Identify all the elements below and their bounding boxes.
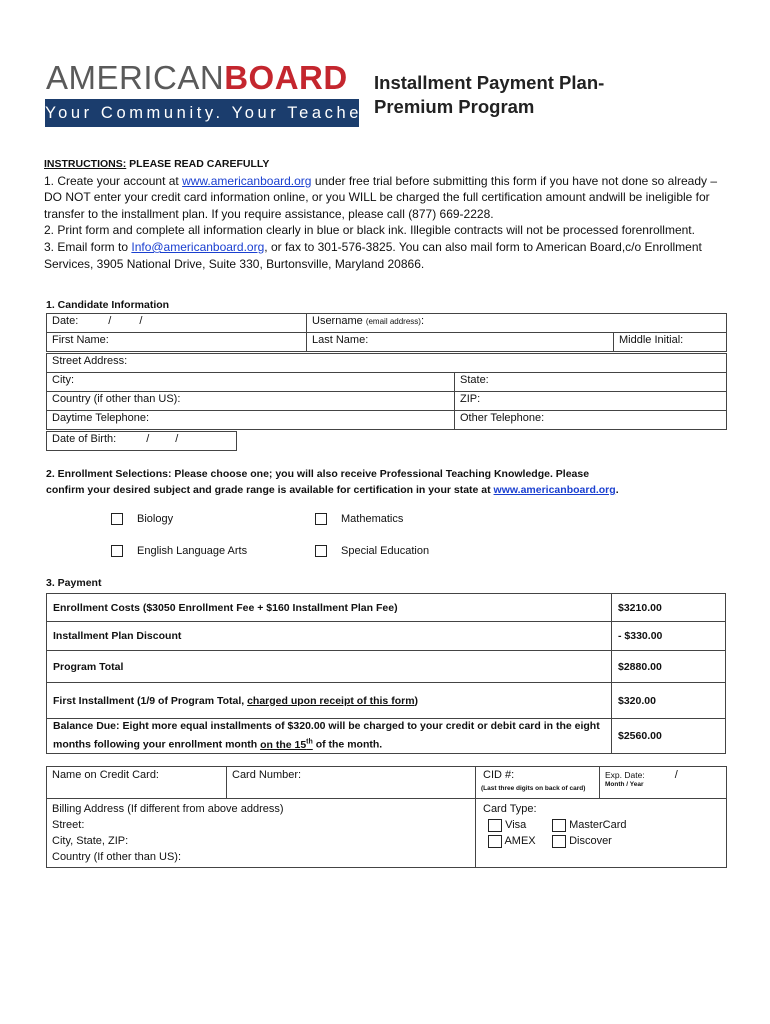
instruction-3-a: 3. Email form to xyxy=(44,239,132,254)
exp-date-slash: / xyxy=(674,769,678,781)
special-education-checkbox[interactable] xyxy=(315,545,327,557)
balance-date: on the 15 xyxy=(260,738,307,751)
name-on-card-field[interactable]: Name on Credit Card: xyxy=(47,767,227,799)
instruction-3 xyxy=(44,239,734,272)
option-mathematics[interactable] xyxy=(315,513,403,525)
username-note: (email address) xyxy=(365,317,421,326)
country-field[interactable]: Country (if other than US): xyxy=(47,392,455,411)
american-board-logo xyxy=(46,60,348,96)
card-type-label: Card Type: xyxy=(483,803,537,815)
card-type-amex[interactable] xyxy=(488,833,552,849)
logo-text-board: BOARD xyxy=(224,59,348,96)
instruction-2: 2. Print form and complete all information clearly in blue or black ink. Illegible contracts will not be processed forenrollment. xyxy=(44,223,695,238)
exp-date-label: Exp. Date: xyxy=(605,770,645,780)
balance-underlined xyxy=(260,739,313,751)
amex-label: AMEX xyxy=(504,835,536,847)
date-of-birth-field[interactable] xyxy=(47,432,237,451)
candidate-table-address xyxy=(46,353,727,430)
title-line-1: Installment Payment Plan- xyxy=(374,72,605,93)
candidate-table-top xyxy=(46,313,727,352)
first-installment-text-a: First Installment (1/9 of Program Total, xyxy=(53,694,248,707)
logo-text-american: AMERICAN xyxy=(46,59,225,96)
first-installment-underlined: charged upon receipt of this form xyxy=(247,694,415,707)
payment-section-title: 3. Payment xyxy=(46,577,102,589)
enrollment-line-1: 2. Enrollment Selections: Please choose one; you will also receive Professional Teaching Knowledge. Please xyxy=(46,468,590,480)
option-english-language-arts[interactable] xyxy=(111,545,247,557)
mathematics-label: Mathematics xyxy=(341,513,404,525)
card-type-mastercard[interactable] xyxy=(552,817,627,833)
city-field[interactable]: City: xyxy=(47,373,455,392)
date-label: Date: xyxy=(52,315,79,327)
mathematics-checkbox[interactable] xyxy=(315,513,327,525)
billing-city-state-zip-label: City, State, ZIP: xyxy=(52,835,129,847)
other-telephone-field[interactable]: Other Telephone: xyxy=(455,411,727,430)
dob-label: Date of Birth: xyxy=(52,433,117,445)
dob-slash-2: / xyxy=(175,433,179,445)
title-line-2: Premium Program xyxy=(374,96,535,117)
last-name-field[interactable]: Last Name: xyxy=(307,333,614,352)
program-total-amount: $2880.00 xyxy=(612,651,726,683)
mastercard-label: MasterCard xyxy=(569,819,627,831)
middle-initial-field[interactable]: Middle Initial: xyxy=(614,333,727,352)
billing-country-label: Country (If other than US): xyxy=(52,851,181,863)
enrollment-costs-amount: $3210.00 xyxy=(612,594,726,622)
enrollment-website-link[interactable]: www.americanboard.org xyxy=(493,484,616,496)
instructions-block xyxy=(44,156,734,272)
logo-tagline: Your Community. Your Teachers. xyxy=(45,99,359,127)
instructions-heading xyxy=(44,156,734,173)
email-link[interactable]: Info@americanboard.org xyxy=(131,239,265,254)
first-installment-amount: $320.00 xyxy=(612,683,726,719)
discount-label: Installment Plan Discount xyxy=(47,622,612,651)
cid-field[interactable] xyxy=(476,767,600,799)
document-title xyxy=(374,71,604,119)
balance-superscript: th xyxy=(306,738,313,745)
english-language-arts-checkbox[interactable] xyxy=(111,545,123,557)
instructions-heading-rest: PLEASE READ CAREFULLY xyxy=(126,158,270,170)
visa-label: Visa xyxy=(505,819,527,831)
english-language-arts-label: English Language Arts xyxy=(137,545,248,557)
visa-checkbox[interactable] xyxy=(488,819,502,832)
balance-text-a: Balance Due: Eight more equal installments of $320.00 will be charged to your credit or debit card in the eight months following your enrollment month xyxy=(53,720,600,751)
enrollment-line-2-end: . xyxy=(615,484,619,496)
first-name-field[interactable]: First Name: xyxy=(47,333,307,352)
special-education-label: Special Education xyxy=(341,545,430,557)
amex-checkbox[interactable] xyxy=(488,835,502,848)
first-installment-text-b: ) xyxy=(414,694,419,707)
instruction-3-b: , or fax to 301-576-3825. You can also mail form to American Board,c/o Enrollment Services, 3905 National Drive, Suite 330, Burtonsville, Maryland 20866. xyxy=(44,239,702,271)
daytime-telephone-field[interactable]: Daytime Telephone: xyxy=(47,411,455,430)
biology-checkbox[interactable] xyxy=(111,513,123,525)
street-address-field[interactable]: Street Address: xyxy=(47,354,727,373)
billing-street-label: Street: xyxy=(52,819,85,831)
first-installment-label xyxy=(47,683,612,719)
username-field[interactable] xyxy=(307,314,727,333)
enrollment-line-2 xyxy=(46,482,736,498)
candidate-section-title: 1. Candidate Information xyxy=(46,299,170,311)
instruction-1-a: 1. Create your account at xyxy=(44,173,183,188)
program-total-label: Program Total xyxy=(47,651,612,683)
option-biology[interactable] xyxy=(111,513,173,525)
credit-card-table xyxy=(46,766,727,868)
instructions-heading-label: INSTRUCTIONS: xyxy=(44,158,127,170)
enrollment-line-2-text: confirm your desired subject and grade range is available for certification in your state at xyxy=(46,484,494,496)
dob-table xyxy=(46,431,237,451)
card-type-discover[interactable] xyxy=(552,833,612,849)
dob-slash-1: / xyxy=(146,433,150,445)
payment-table xyxy=(46,593,726,754)
date-field[interactable] xyxy=(47,314,307,333)
enrollment-section-title xyxy=(46,466,736,498)
billing-address-label: Billing Address (If different from above address) xyxy=(52,803,284,815)
exp-date-note: Month / Year xyxy=(605,781,644,788)
website-link[interactable]: www.americanboard.org xyxy=(182,173,312,188)
enrollment-costs-label: Enrollment Costs ($3050 Enrollment Fee + $160 Installment Plan Fee) xyxy=(47,594,612,622)
discount-amount: - $330.00 xyxy=(612,622,726,651)
date-slash-2: / xyxy=(139,315,143,327)
exp-date-field[interactable] xyxy=(600,767,727,799)
instruction-1-b: under free trial before submitting this form if you have not done so already – DO NOT enter your credit card information online, or you WILL be charged the full certification amount andwill be ineligible for transfer to the installment plan. If you require assistance, please call (877) 669-2228. xyxy=(44,173,718,221)
card-number-field[interactable]: Card Number: xyxy=(227,767,476,799)
zip-field[interactable]: ZIP: xyxy=(455,392,727,411)
date-slash-1: / xyxy=(108,315,112,327)
instruction-1 xyxy=(44,173,734,223)
discover-checkbox[interactable] xyxy=(552,835,566,848)
billing-address-field[interactable] xyxy=(47,799,476,868)
option-special-education[interactable] xyxy=(315,545,429,557)
card-type-field xyxy=(476,799,727,868)
username-label: Username xyxy=(312,315,363,327)
state-field[interactable]: State: xyxy=(455,373,727,392)
balance-text-b: of the month. xyxy=(312,738,383,751)
card-type-visa[interactable] xyxy=(488,817,552,833)
cid-note: (Last three digits on back of card) xyxy=(481,785,586,792)
cid-label: CID #: xyxy=(483,769,515,781)
balance-due-label xyxy=(47,719,612,754)
discover-label: Discover xyxy=(569,835,612,847)
username-colon: : xyxy=(420,315,425,327)
mastercard-checkbox[interactable] xyxy=(552,819,566,832)
biology-label: Biology xyxy=(137,513,174,525)
balance-due-amount: $2560.00 xyxy=(612,719,726,754)
